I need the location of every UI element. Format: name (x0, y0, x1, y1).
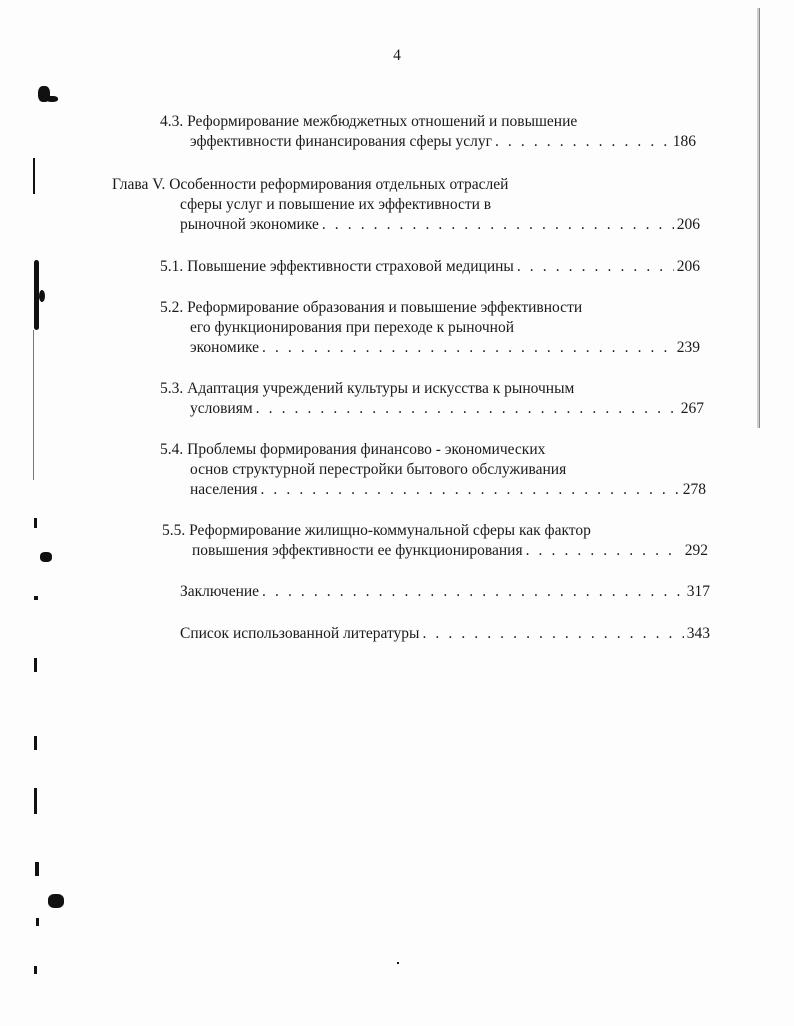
toc-entry-line: основ структурной перестройки бытового обслуживания (190, 461, 567, 478)
scan-mark (34, 788, 37, 814)
toc-entry-line: его функционирования при переходе к рыночной (190, 319, 514, 336)
dot-leader (256, 399, 678, 419)
toc-entry-line: 4.3. Реформирование межбюджетных отношений и повышение (160, 113, 578, 130)
scan-dot (397, 962, 399, 964)
toc-page-number: 343 (686, 625, 710, 642)
dot-leader (526, 541, 682, 561)
toc-entry-last-line (190, 338, 700, 358)
toc-page-number: 186 (672, 133, 696, 150)
dot-leader (262, 338, 674, 358)
toc-page-number: 278 (682, 481, 706, 498)
scan-mark (39, 290, 45, 302)
page-number: 4 (393, 47, 401, 64)
toc-entry-line: 5.2. Реформирование образования и повышение эффективности (160, 299, 583, 316)
dot-leader (260, 480, 679, 500)
toc-page-number: 239 (676, 339, 700, 356)
dot-leader (517, 257, 674, 277)
toc-chapter-heading: Глава V. Особенности реформирования отдельных отраслей (112, 176, 509, 193)
toc-entry-title: 5.1. Повышение эффективности страховой медицины (160, 258, 514, 275)
toc-page-number: 292 (684, 542, 708, 559)
toc-entry-last-line (190, 132, 696, 152)
toc-entry-title: эффективности финансирования сферы услуг (190, 133, 492, 150)
dot-leader (262, 582, 684, 602)
toc-entry-last-line (192, 541, 708, 561)
toc-page-number: 317 (686, 583, 710, 600)
scan-mark (34, 736, 37, 750)
scan-blot (40, 552, 52, 562)
scan-mark (36, 918, 39, 926)
toc-entry-last-line (180, 215, 700, 235)
scan-blot (46, 96, 58, 102)
toc-entry-last-line (180, 624, 710, 644)
toc-entry-line: 5.5. Реформирование жилищно-коммунальной сферы как фактор (162, 522, 591, 539)
dot-leader (422, 624, 683, 644)
dot-leader (495, 132, 670, 152)
toc-entry-line: 5.4. Проблемы формирования финансово - экономических (160, 441, 546, 458)
toc-page-number: 206 (676, 258, 700, 275)
scan-edge-line (759, 8, 760, 428)
toc-entry-last-line (190, 480, 706, 500)
toc-entry-title: населения (190, 481, 258, 498)
scan-mark (34, 966, 37, 974)
toc-entry-last-line (190, 399, 704, 419)
scan-mark (34, 518, 37, 528)
toc-page-number: 206 (676, 216, 700, 233)
toc-entry-last-line (180, 582, 710, 602)
scan-mark (33, 158, 35, 194)
toc-entry-title: условиям (190, 400, 253, 417)
toc-entry-line: 5.3. Адаптация учреждений культуры и искусства к рыночным (160, 380, 575, 397)
scan-mark (34, 596, 38, 600)
toc-entry-title: Список использованной литературы (180, 625, 420, 642)
dot-leader (322, 215, 674, 235)
scan-mark (33, 330, 34, 480)
scan-mark (34, 658, 37, 672)
toc-entry-title: Заключение (180, 583, 260, 600)
scan-blot (48, 894, 64, 908)
scan-mark (35, 862, 39, 876)
toc-entry-title: повышения эффективности ее функционирования (192, 542, 523, 559)
toc-entry-line: сферы услуг и повышение их эффективности в (180, 196, 492, 213)
toc-entry-title: экономике (190, 339, 260, 356)
toc-entry-title: рыночной экономике (180, 216, 319, 233)
toc-entry-last-line (160, 257, 700, 277)
toc-page-number: 267 (680, 400, 704, 417)
